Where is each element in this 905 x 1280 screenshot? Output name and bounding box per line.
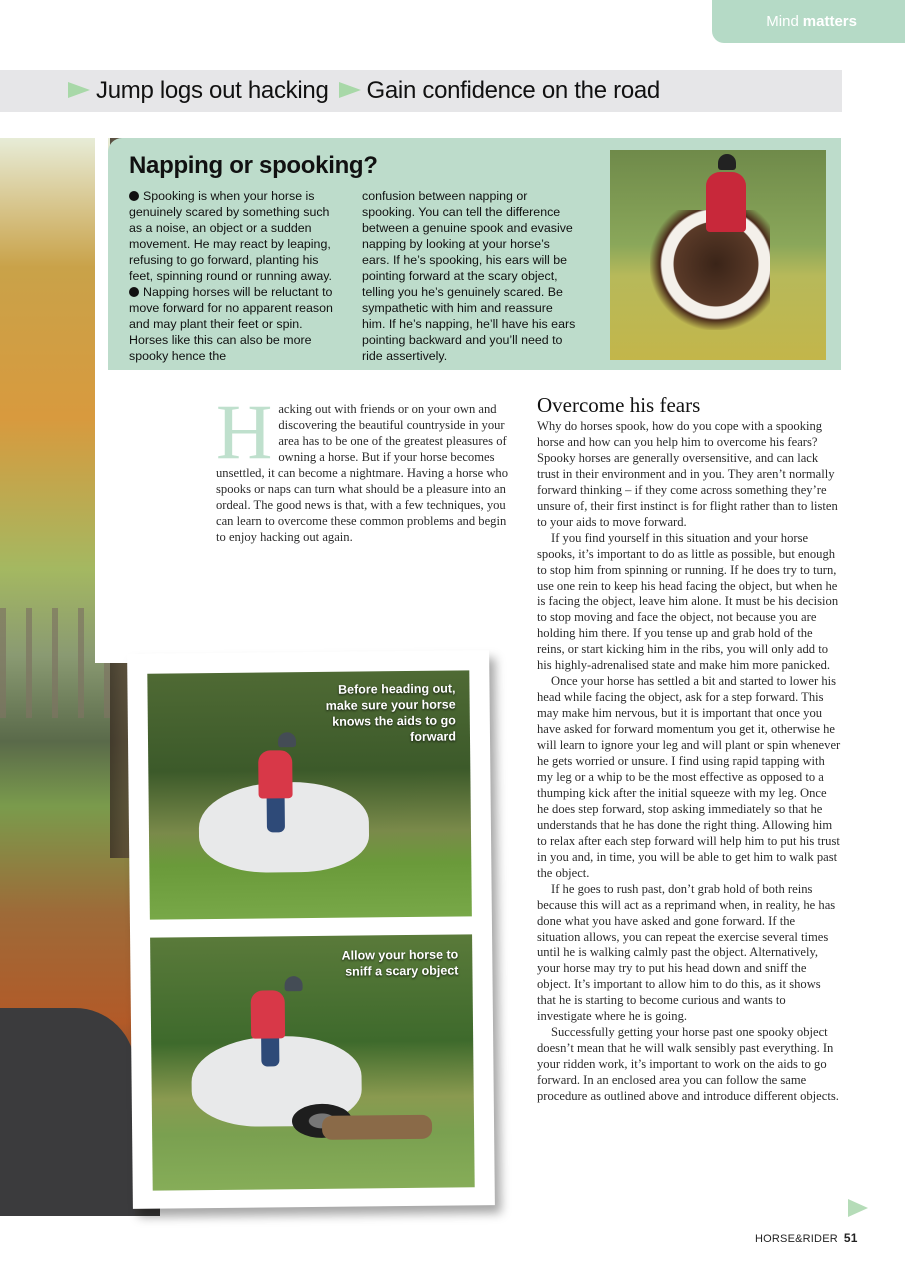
info-box-title: Napping or spooking? <box>129 152 378 179</box>
arrow-right-icon <box>68 82 90 98</box>
photo-forward-aids <box>147 670 472 919</box>
bullet-icon <box>129 287 139 297</box>
main-heading: Overcome his fears <box>537 393 701 417</box>
info-box-text-3: confusion between napping or spooking. You can tell the difference between a genuine spook and evasive napping by looking at your horse’s ears. If he’s spooking, his ears will be pointing forward at the scary object, telling you he’s genuinely scared. Be sympathetic with him and reassure him. If he’s napping, he’ll have his ears pointing backward and you’ll need to ride assertively. <box>362 189 576 363</box>
intro-paragraph: acking out with friends or on your own and discovering the beautiful countryside in your area has to be one of the greatest pleasures of owning a horse. But if your horse becomes unsettled, it can become a nightmare. Having a horse who spooks or naps can turn what should be a pleasure into an ordeal. The good news is that, with a few techniques, you can learn to overcome these common problems and begin to enjoy hacking out again. <box>216 402 509 544</box>
road <box>0 1008 135 1216</box>
main-article <box>537 393 841 1105</box>
info-box-paragraph-spooking <box>129 188 345 284</box>
box-frame-bottom <box>95 370 841 384</box>
photo-card <box>127 650 495 1209</box>
photo-sniff-object <box>150 934 475 1190</box>
page-number: 51 <box>843 1231 858 1245</box>
info-box-column-2 <box>362 188 578 364</box>
main-paragraph-3: Once your horse has settled a bit and started to lower his head while facing the object, ask for a step forward. This may make him nervous, but it is important that once you have asked for forward momentum you get it, otherwise he will learn to ignore your leg and will plant or spin whenever he gets worried or unsure. I find using rapid tapping with my leg or a whip to be the most effective as opposed to a thumping kick after the initial squeeze with my leg. Once he does step forward, stop asking immediately so that he understands that he has done the right thing. Allowing him to relax after each step forward will help him to put his trust in you and, in time, you will be able to get him to walk past the object. <box>537 674 841 880</box>
top-band-item-2-label: Gain confidence on the road <box>366 77 660 104</box>
rider <box>706 172 746 232</box>
intro-text <box>216 388 518 545</box>
helmet <box>718 154 736 170</box>
top-band <box>0 70 842 112</box>
main-paragraph-2: If you find yourself in this situation and your horse spooks, it’s important to do as little as possible, but enough to stop him from spinning or running. If he does try to turn, use one rein to keep his head facing the object, but when he is facing the object, leave him alone. It must be his decision to stop moving and face the object, not because you are holding him there. If you tense up and grab hold of the reins, or start kicking him in the ribs, you will only add to his highly-adrenalised state and make him more panicked. <box>537 530 839 673</box>
continue-arrow-icon <box>848 1199 868 1217</box>
main-paragraph-4: If he goes to rush past, don’t grab hold of both reins because this will act as a reprimand when, in reality, he has done what you have asked and gone forward. If the situation allows, you can repeat the exercise several times until he is walking calmly past the object. Alternatively, your horse may try to put his head down and sniff the object. It’s important to allow him to do this, as it shows that he is starting to become curious and wants to investigate where he is going. <box>537 881 836 1024</box>
top-band-item-1-label: Jump logs out hacking <box>96 77 329 104</box>
info-box-text-2: Napping horses will be reluctant to move forward for no apparent reason and may plant their feet or spin. Horses like this can also be more spooky hence the <box>129 285 333 363</box>
helmet <box>284 976 302 991</box>
magazine-name: HORSE&RIDER <box>755 1233 838 1245</box>
log <box>322 1115 432 1140</box>
top-band-item-1 <box>68 77 329 105</box>
folio <box>755 1231 858 1245</box>
rider-on-piebald-photo <box>610 150 826 360</box>
main-paragraph-5: Successfully getting your horse past one spooky object doesn’t mean that he will walk sensibly past everything. In your ridden work, it’s important to work on the aids to go forward. In an enclosed area you can follow the same procedure as outlined above and introduce different objects. <box>537 1025 839 1104</box>
rider <box>258 750 293 798</box>
photo-caption-2: Allow your horse to sniff a scary object <box>341 947 459 979</box>
bullet-icon <box>129 191 139 201</box>
photo-caption-1: Before heading out, make sure your horse knows the aids to go forward <box>325 681 457 744</box>
info-box-paragraph-napping <box>129 284 345 364</box>
info-box-text-1: Spooking is when your horse is genuinely scared by something such as a noise, an object or a sudden movement. He may react by leaping, refusing to go forward, planting his feet, spinning round or running away. <box>129 189 332 283</box>
box-frame-left <box>95 138 108 383</box>
main-paragraph-1: Why do horses spook, how do you cope with a spooking horse and how can you help him to overcome his fears? Spooky horses are generally oversensitive, and can lack trust in their environment and in you. They aren’t normally forward thinking – if they come across something they’re unsure of, their first instinct is for flight rather than to listen to your aids to move forward. <box>537 419 838 529</box>
arrow-right-icon <box>339 82 361 98</box>
section-tab-bold: matters <box>802 13 857 30</box>
section-tab <box>712 0 905 43</box>
section-tab-light: Mind <box>766 13 799 30</box>
helmet <box>278 732 296 747</box>
top-band-item-2 <box>329 77 660 105</box>
rider <box>251 990 286 1038</box>
info-box-column-1 <box>129 188 345 364</box>
drop-cap: H <box>216 388 273 475</box>
page-margin <box>95 383 160 663</box>
